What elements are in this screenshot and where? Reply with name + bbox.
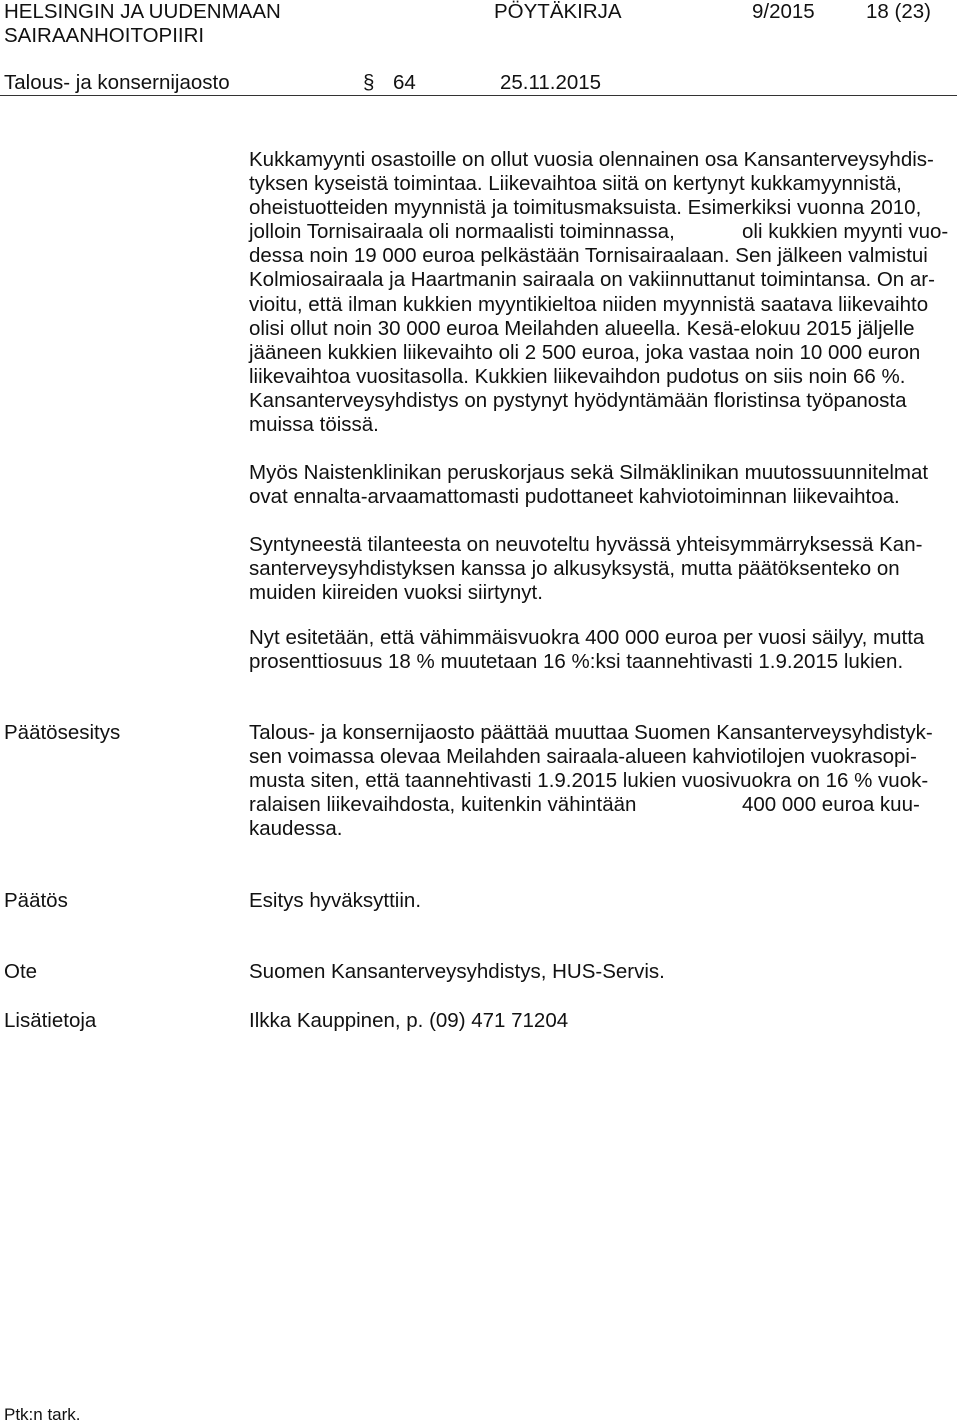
section-sign: § xyxy=(363,71,375,94)
text-line: tyksen kyseistä toimintaa. Liikevaihtoa siitä on kertynyt kukkamyynnistä, xyxy=(249,172,902,196)
text-line: Kansanterveysyhdistys on pystynyt hyödyntämään floristinsa työpanosta xyxy=(249,388,907,412)
text-segment-tabbed: oli kukkien myynti vuo- xyxy=(742,220,949,244)
document-type: PÖYTÄKIRJA xyxy=(494,0,622,23)
text-segment: jolloin Tornisairaala oli normaalisti toiminnassa, xyxy=(249,220,675,244)
contact-label: Lisätietoja xyxy=(4,1009,97,1032)
extract-recipients: Suomen Kansanterveysyhdistys, HUS-Servis. xyxy=(249,960,665,983)
org-name-line2: SAIRAANHOITOPIIRI xyxy=(4,24,205,47)
text-line: sen voimassa olevaa Meilahden sairaala-alueen kahviotilojen vuokrasopi- xyxy=(249,745,917,769)
contact-info: Ilkka Kauppinen, p. (09) 471 71204 xyxy=(249,1009,569,1032)
decision-proposal-label: Päätösesitys xyxy=(4,721,121,744)
decision-text: Esitys hyväksyttiin. xyxy=(249,889,422,912)
text-line: jääneen kukkien liikevaihto oli 2 500 euroa, joka vastaa noin 10 000 euron xyxy=(249,340,921,364)
decision-proposal-text xyxy=(249,721,954,841)
meeting-date: 25.11.2015 xyxy=(500,71,602,94)
text-line: Kukkamyynti osastoille on ollut vuosia olennainen osa Kansanterveysyhdis- xyxy=(249,148,934,171)
header-divider xyxy=(0,95,957,96)
text-line xyxy=(249,220,954,244)
body-paragraph-2 xyxy=(249,461,954,509)
text-line: prosenttiosuus 18 % muutetaan 16 %:ksi taannehtivasti 1.9.2015 lukien. xyxy=(249,650,904,674)
text-line: santerveysyhdistyksen kanssa jo alkusyksystä, mutta päätöksenteko on xyxy=(249,557,900,581)
decision-label: Päätös xyxy=(4,889,68,912)
text-line: Nyt esitetään, että vähimmäisvuokra 400 000 euroa per vuosi säilyy, mutta xyxy=(249,626,925,649)
text-line: Kolmiosairaala ja Haartmanin sairaala on vakiinnuttanut toimintansa. On ar- xyxy=(249,268,935,292)
text-line: kaudessa. xyxy=(249,817,343,841)
section-number: 64 xyxy=(393,71,416,94)
extract-label: Ote xyxy=(4,960,38,983)
text-line xyxy=(249,793,954,817)
body-paragraph-3 xyxy=(249,533,954,605)
contact-text-block xyxy=(249,1009,954,1033)
text-line: dessa noin 19 000 euroa pelkästään Tornisairaalaan. Sen jälkeen valmistui xyxy=(249,244,928,268)
text-segment-tabbed: 400 000 euroa kuu- xyxy=(742,793,920,817)
text-line: liikevaihtoa vuositasolla. Kukkien liikevaihdon pudotus on siis noin 66 %. xyxy=(249,364,906,388)
org-name-line1: HELSINGIN JA UUDENMAAN xyxy=(4,0,281,23)
text-line: Syntyneestä tilanteesta on neuvoteltu hyvässä yhteisymmärryksessä Kan- xyxy=(249,533,923,556)
text-line: oheistuotteiden myynnistä ja toimitusmaksuista. Esimerkiksi vuonna 2010, xyxy=(249,196,922,220)
committee-name: Talous- ja konsernijaosto xyxy=(4,71,230,94)
text-line: Myös Naistenklinikan peruskorjaus sekä Silmäklinikan muutossuunnitelmat xyxy=(249,461,929,484)
decision-text-block xyxy=(249,889,954,913)
text-line: ovat ennalta-arvaamattomasti pudottaneet kahviotoiminnan liikevaihtoa. xyxy=(249,485,900,509)
page-number: 18 (23) xyxy=(866,0,931,23)
text-line: vioitu, että ilman kukkien myyntikieltoa niiden myynnistä saatava liikevaihto xyxy=(249,292,929,316)
text-line: musta siten, että taannehtivasti 1.9.2015 lukien vuosivuokra on 16 % vuok- xyxy=(249,769,929,793)
text-line: muiden kiireiden vuoksi siirtynyt. xyxy=(249,581,543,605)
text-segment: ralaisen liikevaihdosta, kuitenkin vähintään xyxy=(249,793,637,817)
document-number: 9/2015 xyxy=(752,0,815,23)
text-line: olisi ollut noin 30 000 euroa Meilahden alueella. Kesä-elokuu 2015 jäljelle xyxy=(249,316,915,340)
text-line: muissa töissä. xyxy=(249,413,379,437)
body-paragraph-4 xyxy=(249,626,954,674)
text-line: Talous- ja konsernijaosto päättää muuttaa Suomen Kansanterveysyhdistyk- xyxy=(249,721,933,744)
minutes-checker-note: Ptk:n tark. xyxy=(4,1405,81,1424)
body-paragraph-1 xyxy=(249,148,954,437)
extract-text-block xyxy=(249,960,954,984)
